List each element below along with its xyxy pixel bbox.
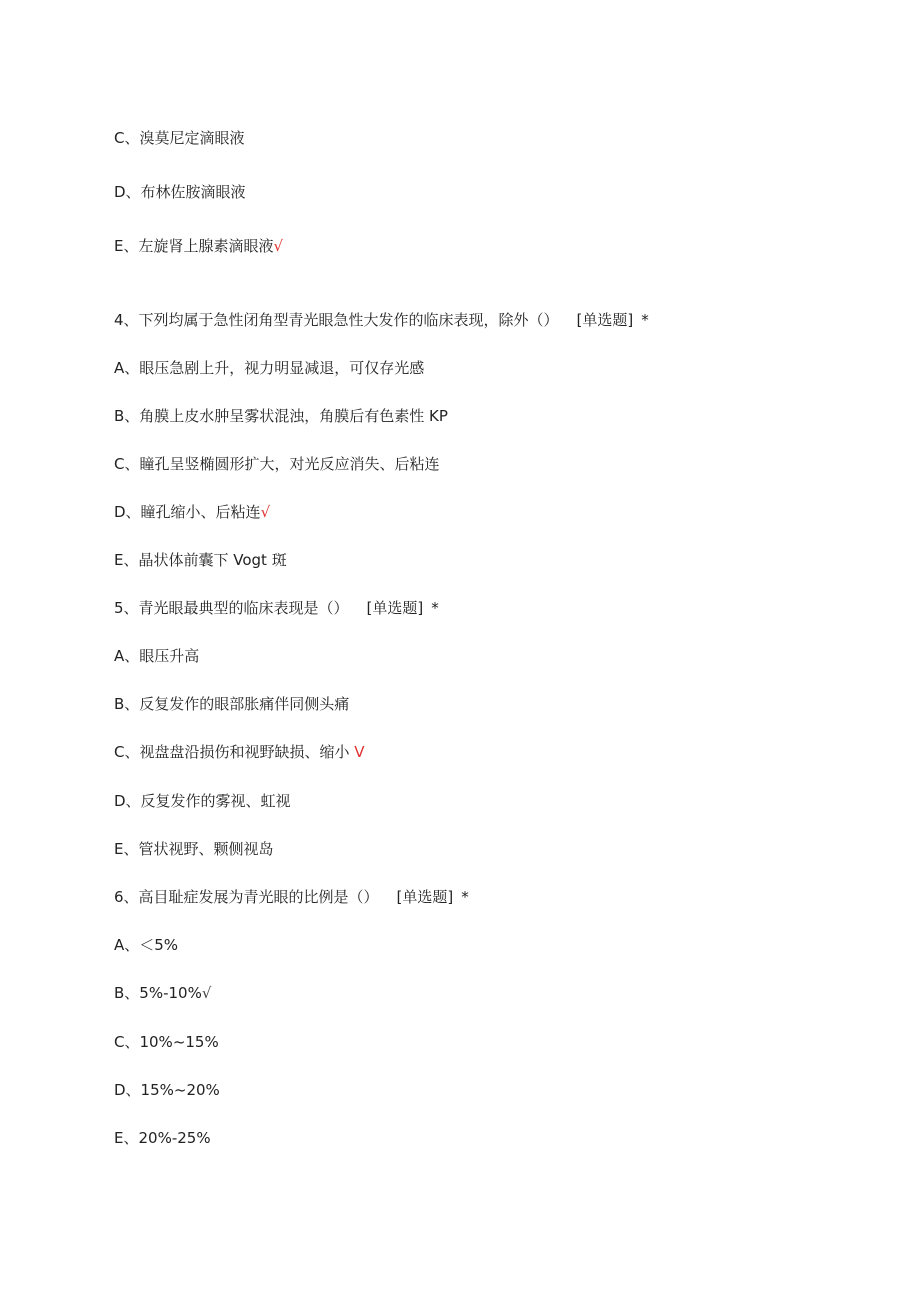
q4-stem xyxy=(114,310,649,330)
question-type-tag: [单选题] xyxy=(366,599,424,617)
required-star: * xyxy=(641,311,649,329)
q4-option-a xyxy=(114,358,424,378)
option-text: E、管状视野、颗侧视岛 xyxy=(114,840,274,858)
q6-option-e xyxy=(114,1128,211,1148)
q6-option-c xyxy=(114,1032,219,1052)
question-type-tag: [单选题] xyxy=(576,311,634,329)
answer-check-mark: V xyxy=(354,743,365,761)
q3-option-d xyxy=(114,182,246,202)
option-text: D、瞳孔缩小、后粘连 xyxy=(114,503,261,521)
question-text: 5、青光眼最典型的临床表现是（） xyxy=(114,599,349,617)
q5-option-a xyxy=(114,646,199,666)
answer-check-mark: √ xyxy=(273,237,284,255)
option-text: E、左旋肾上腺素滴眼液 xyxy=(114,237,274,255)
q6-option-a xyxy=(114,935,178,955)
option-text: C、瞳孔呈竖椭圆形扩大，对光反应消失、后粘连 xyxy=(114,455,440,473)
q4-option-d xyxy=(114,502,270,522)
option-text: E、20%-25% xyxy=(114,1129,211,1147)
q6-option-d xyxy=(114,1080,220,1100)
q6-option-b xyxy=(114,983,211,1003)
required-star: * xyxy=(431,599,439,617)
option-text: A、眼压升高 xyxy=(114,647,200,665)
option-text: B、角膜上皮水肿呈雾状混浊，角膜后有色素性 KP xyxy=(114,407,448,425)
q3-option-c xyxy=(114,128,244,148)
q5-option-b xyxy=(114,694,349,714)
question-text: 6、高目耻症发展为青光眼的比例是（） xyxy=(114,888,379,906)
option-text: A、＜5% xyxy=(114,936,179,954)
q4-option-e xyxy=(114,550,287,570)
option-text: D、布林佐胺滴眼液 xyxy=(114,183,246,201)
option-text: B、5%-10% xyxy=(114,984,202,1002)
q5-option-d xyxy=(114,791,291,811)
q6-stem xyxy=(114,887,469,907)
q5-stem xyxy=(114,598,439,618)
answer-check-mark: √ xyxy=(201,984,212,1002)
question-type-tag: [单选题] xyxy=(396,888,454,906)
q3-option-e xyxy=(114,236,283,256)
option-text: C、视盘盘沿损伤和视野缺损、缩小 xyxy=(114,743,350,761)
question-text: 4、下列均属于急性闭角型青光眼急性大发作的临床表现，除外（） xyxy=(114,311,559,329)
option-text: B、反复发作的眼部胀痛伴同侧头痛 xyxy=(114,695,350,713)
q4-option-c xyxy=(114,454,439,474)
option-text: D、反复发作的雾视、虹视 xyxy=(114,792,291,810)
option-text: A、眼压急剧上升，视力明显减退，可仅存光感 xyxy=(114,359,425,377)
q5-option-e xyxy=(114,839,273,859)
answer-check-mark: √ xyxy=(260,503,271,521)
option-text: C、10%~15% xyxy=(114,1033,219,1051)
option-text: C、溴莫尼定滴眼液 xyxy=(114,129,245,147)
option-text: D、15%~20% xyxy=(114,1081,220,1099)
q4-option-b xyxy=(114,406,448,426)
option-text: E、晶状体前囊下 Vogt 斑 xyxy=(114,551,287,569)
q5-option-c xyxy=(114,742,365,762)
required-star: * xyxy=(461,888,469,906)
